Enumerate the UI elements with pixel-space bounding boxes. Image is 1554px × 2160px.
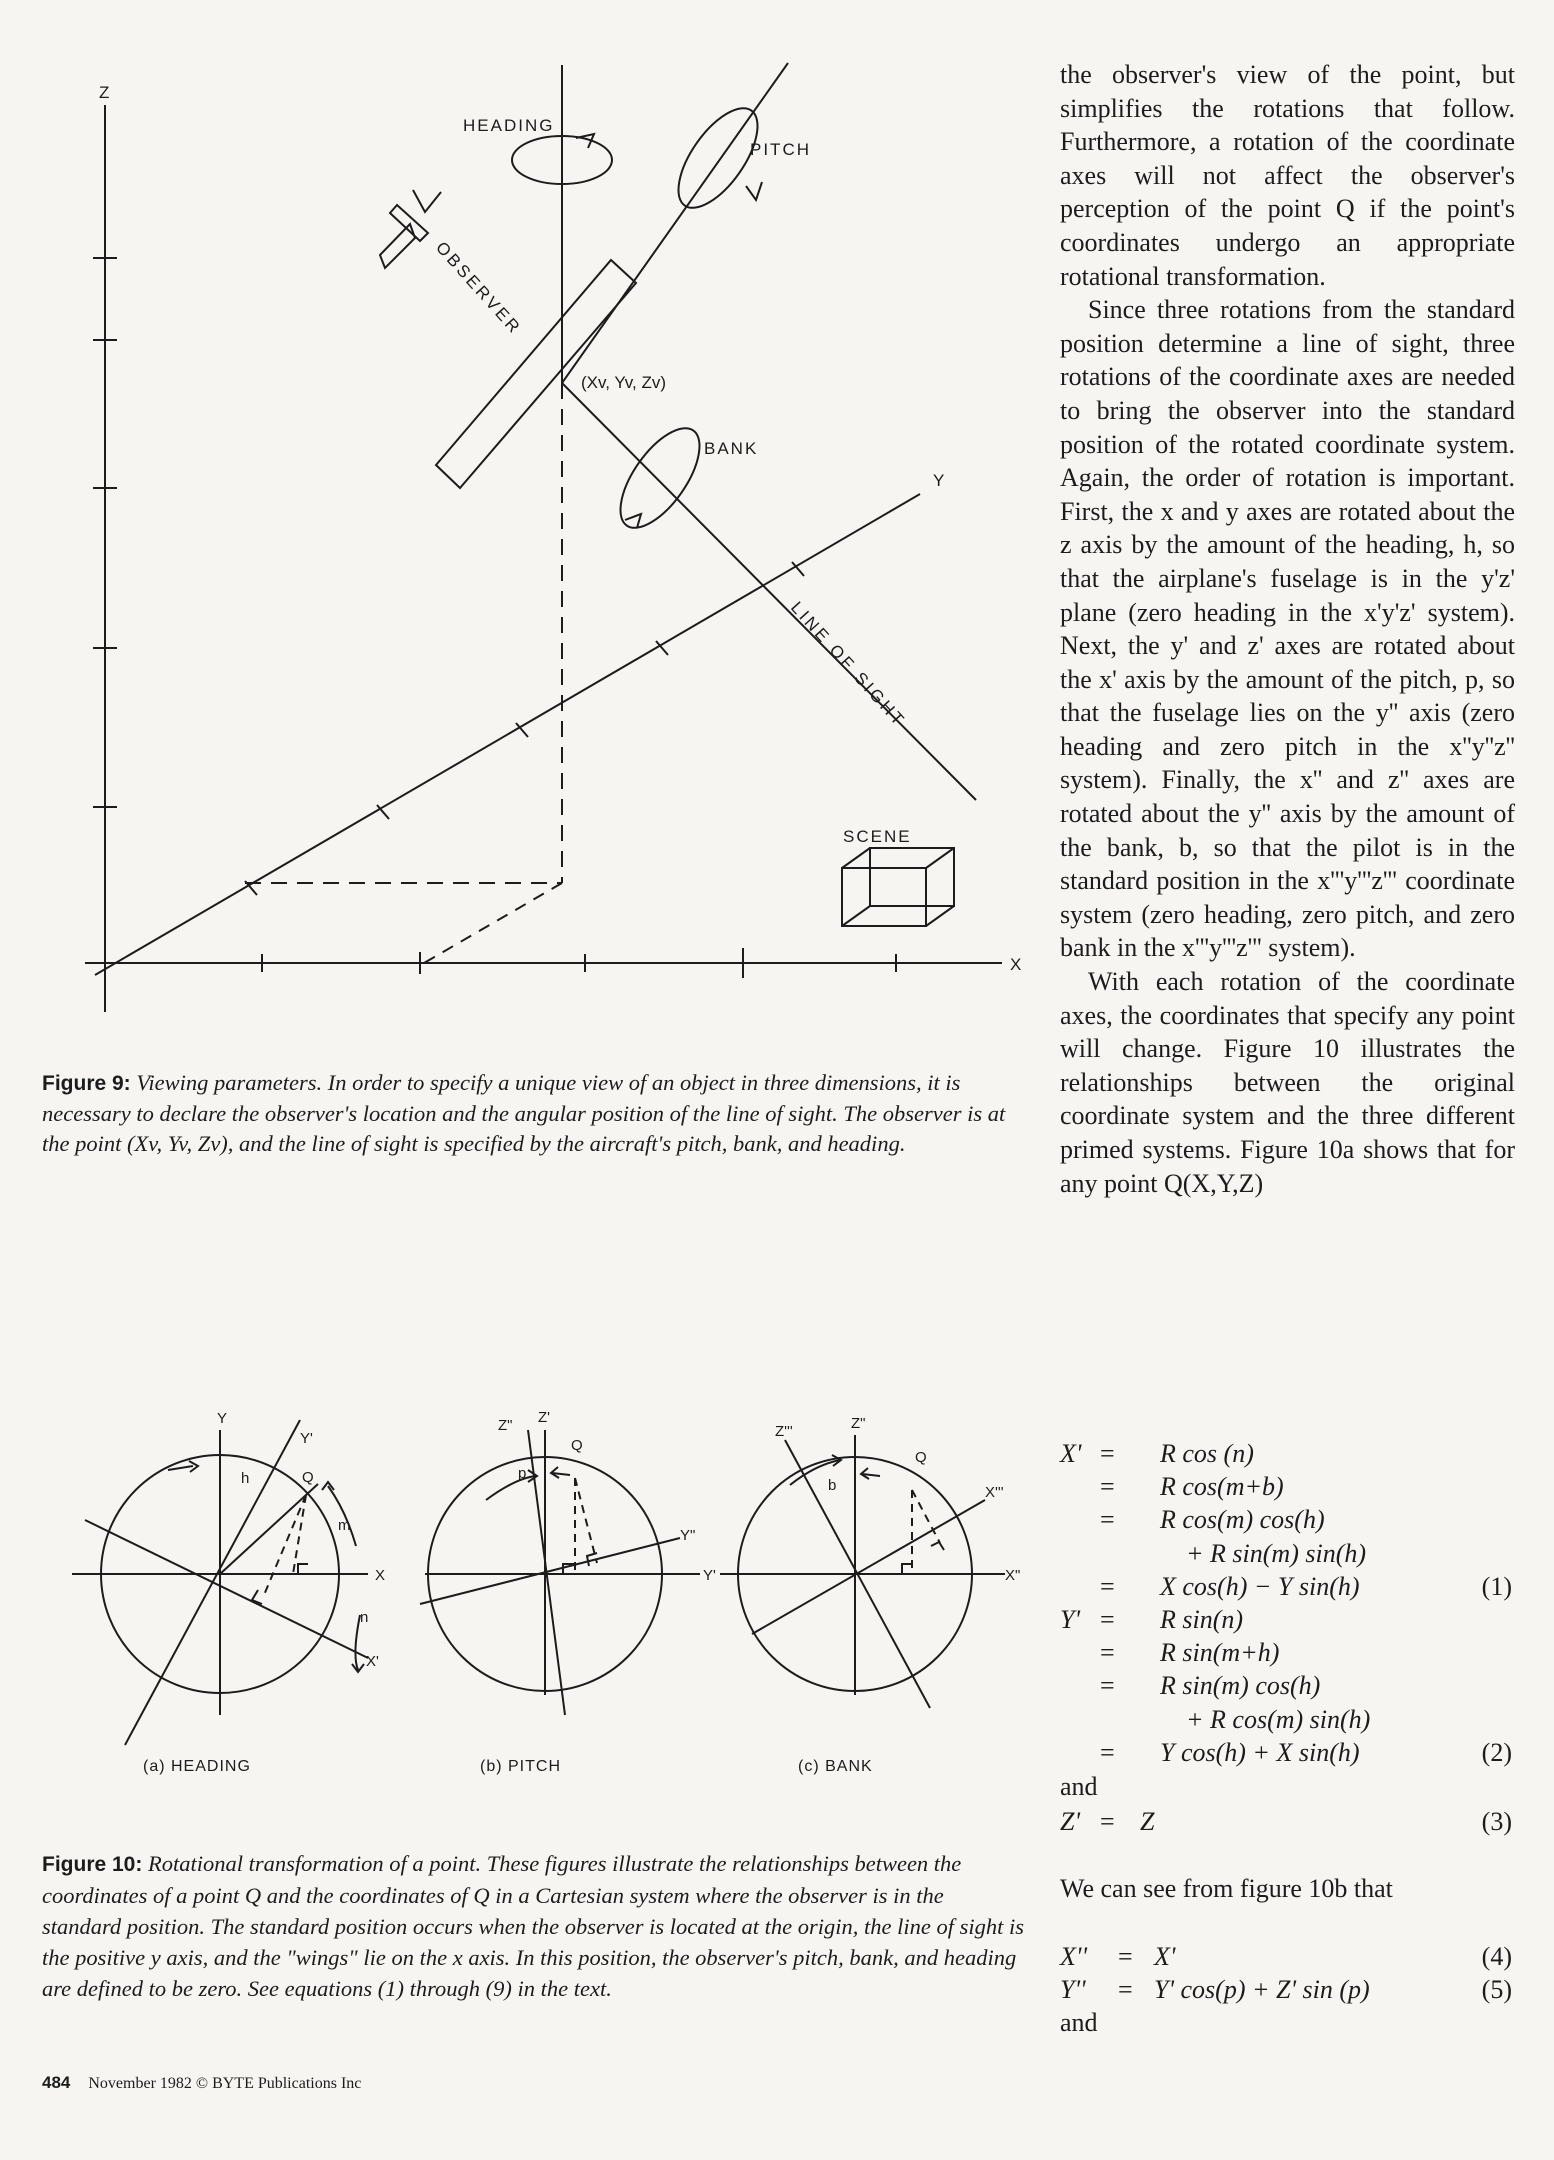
panel-a-n-label: n bbox=[360, 1609, 369, 1626]
equation-rhs: R sin(m+h) bbox=[1160, 1638, 1280, 1668]
equation-3-number: (3) bbox=[1481, 1807, 1512, 1836]
equation-4-lhs: X'' bbox=[1060, 1942, 1088, 1971]
figure-9-caption-text: Viewing parameters. In order to specify a unique view of an object in three dimensions, it is necessary to declare the observer's location and the angular position of the line of sight. The observer is at the point (Xv, Yv, Zv), and the line of sight is specified by the aircraft's pitch, bank, and heading. bbox=[42, 1070, 1006, 1156]
scene-label: SCENE bbox=[843, 827, 912, 846]
equation-lhs: Y' bbox=[1060, 1605, 1081, 1634]
figure-10-caption-text: Rotational transformation of a point. These figures illustrate the relationships between the coordinates of a point Q and the coordinates of Q in a Cartesian system where the observer is in the standard position. The standard position occurs when the observer is located at the origin, the line of sight is the positive y axis, and the "wings" lie on the x axis. In this position, the observer's pitch, bank, and heading are defined to be zero. See equations (1) through (9) in the text. bbox=[42, 1851, 1025, 2001]
equation-lhs: X' bbox=[1060, 1439, 1082, 1468]
equation-rhs: R cos(m+b) bbox=[1160, 1472, 1284, 1502]
panel-b-yprime-label: Y' bbox=[703, 1567, 716, 1584]
equation-rel: = bbox=[1100, 1571, 1115, 1601]
panel-a-m-label: m bbox=[338, 1517, 351, 1534]
equation-rhs: + R sin(m) sin(h) bbox=[1186, 1538, 1367, 1568]
equation-num: (1) bbox=[1481, 1571, 1512, 1601]
equation-rel: = bbox=[1100, 1439, 1115, 1468]
equation-line bbox=[1060, 1470, 1512, 1503]
and-text-1: and bbox=[1060, 1772, 1098, 1801]
equation-line bbox=[1060, 1603, 1512, 1636]
figure-9-diagram bbox=[0, 0, 1030, 1030]
panel-b-p-label: p bbox=[518, 1465, 527, 1482]
equation-3 bbox=[1060, 1805, 1512, 1838]
equation-4-rel: = bbox=[1118, 1942, 1133, 1971]
paragraph-2: Since three rotations from the standard position determine a line of sight, three rotations of the coordinate axes are needed to bring the observer into the standard position of the rotated coordinate system. Again, the order of rotation is important. First, the x and y axes are rotated about the z axis by the amount of the heading, h, so that the airplane's fuselage is in the y'z' plane (zero heading in the x'y'z' system). Next, the y' and z' axes are rotated about the x' axis by the amount of the pitch, p, so that the fuselage lies on the y'' axis (zero heading and zero pitch in the x''y''z'' system). Finally, the x'' and z'' axes are rotated about the y'' axis by the amount of the bank, b, so that the pilot is in the standard position in the x'''y'''z''' coordinate system (zero heading, zero pitch, and zero bank in the x'''y'''z''' system). bbox=[1060, 295, 1515, 963]
panel-b-caption: (b) PITCH bbox=[480, 1758, 561, 1775]
figure-10-diagram bbox=[0, 1390, 1030, 1800]
panel-b-zprime-label: Z' bbox=[538, 1409, 551, 1426]
line-of-sight-label: LINE OF SIGHT bbox=[787, 597, 910, 731]
panel-a-heading bbox=[72, 1410, 385, 1775]
scene-box bbox=[842, 848, 954, 926]
equation-line bbox=[1060, 1570, 1512, 1603]
equation-line bbox=[1060, 1636, 1512, 1669]
equation-rel: = bbox=[1100, 1737, 1115, 1767]
bank-arrow bbox=[605, 416, 714, 541]
equation-4-rhs: X' bbox=[1154, 1942, 1176, 1971]
panel-b-q-label: Q bbox=[571, 1437, 583, 1454]
and-text-2: and bbox=[1060, 2008, 1098, 2037]
y-axis-label: Y bbox=[933, 471, 945, 490]
equation-rhs: R sin(n) bbox=[1160, 1605, 1244, 1634]
panel-a-xprime-label: X' bbox=[366, 1653, 379, 1670]
equation-rhs: + R cos(m) sin(h) bbox=[1186, 1704, 1371, 1734]
footer-text: November 1982 © BYTE Publications Inc bbox=[88, 2075, 362, 2092]
panel-a-h-label: h bbox=[241, 1470, 250, 1487]
panel-c-bank bbox=[720, 1415, 1020, 1775]
figure-10-caption-label: Figure 10: bbox=[42, 1853, 143, 1876]
right-column-text bbox=[1060, 58, 1515, 1200]
panel-b-zdoubleprime-label: Z" bbox=[498, 1417, 513, 1434]
equation-rel: = bbox=[1100, 1671, 1115, 1701]
paragraph-1: the observer's view of the point, but simplifies the rotations that follow. Furthermore, a rotation of the coordinate axes will not affect the observer's perception of the point Q if the point's coordinates undergo an appropriate rotational transformation. bbox=[1060, 60, 1515, 291]
figure-9-caption-label: Figure 9: bbox=[42, 1072, 131, 1095]
bank-label: BANK bbox=[704, 439, 759, 458]
panel-c-q-label: Q bbox=[915, 1449, 927, 1466]
page-number: 484 bbox=[42, 2073, 71, 2092]
heading-label: HEADING bbox=[463, 116, 555, 135]
equation-4 bbox=[1060, 1940, 1512, 1973]
equation-3-lhs: Z' bbox=[1060, 1807, 1081, 1836]
pitch-label: PITCH bbox=[750, 140, 811, 159]
panel-a-caption: (a) HEADING bbox=[143, 1758, 251, 1775]
figure-10-caption bbox=[42, 1848, 1027, 2004]
equation-3-rel: = bbox=[1100, 1807, 1115, 1836]
equation-line bbox=[1060, 1503, 1512, 1536]
equation-line bbox=[1060, 1669, 1512, 1702]
equation-rel: = bbox=[1100, 1638, 1115, 1668]
line-of-sight bbox=[562, 383, 976, 800]
equation-5-rel: = bbox=[1118, 1975, 1133, 2004]
z-axis-label: Z bbox=[99, 83, 110, 102]
equation-rhs: R sin(m) cos(h) bbox=[1160, 1671, 1321, 1701]
equation-rel: = bbox=[1100, 1605, 1115, 1634]
panel-a-y-label: Y bbox=[217, 1410, 228, 1427]
equation-rhs: Y cos(h) + X sin(h) bbox=[1160, 1737, 1360, 1767]
equation-rhs: X cos(h) − Y sin(h) bbox=[1160, 1571, 1360, 1601]
equation-5 bbox=[1060, 1973, 1512, 2006]
observer-coords-label: (Xv, Yv, Zv) bbox=[581, 373, 667, 392]
panel-b-ydoubleprime-label: Y" bbox=[680, 1527, 696, 1544]
observer-label: OBSERVER bbox=[432, 237, 526, 339]
pitch-axis bbox=[562, 63, 788, 383]
equation-num: (2) bbox=[1481, 1737, 1512, 1767]
equation-4-number: (4) bbox=[1481, 1942, 1512, 1971]
equation-line bbox=[1060, 1703, 1512, 1736]
paragraph-3: With each rotation of the coordinate axes, the coordinates that specify any point will change. Figure 10 illustrates the relationships between the original coordinate system and the three different primed systems. Figure 10a shows that for any point Q(X,Y,Z) bbox=[1060, 967, 1515, 1198]
sentence-figure-10b: We can see from figure 10b that bbox=[1060, 1874, 1393, 1903]
equation-rhs: R cos (n) bbox=[1160, 1439, 1254, 1468]
equation-line bbox=[1060, 1736, 1512, 1769]
panel-c-xdoubleprime-label: X" bbox=[1005, 1567, 1021, 1584]
x-axis-label: X bbox=[1010, 955, 1022, 974]
equation-line bbox=[1060, 1437, 1512, 1470]
equation-5-number: (5) bbox=[1481, 1975, 1512, 2004]
panel-a-x-label: X bbox=[375, 1567, 386, 1584]
equation-rel: = bbox=[1100, 1505, 1115, 1535]
panel-c-b-label: b bbox=[828, 1477, 837, 1494]
equation-line bbox=[1060, 1537, 1512, 1570]
panel-c-xtripleprime-label: X''' bbox=[985, 1484, 1004, 1501]
equation-5-rhs: Y' cos(p) + Z' sin (p) bbox=[1154, 1975, 1370, 2004]
panel-b-pitch bbox=[420, 1409, 716, 1775]
equation-5-lhs: Y'' bbox=[1060, 1975, 1086, 2004]
panel-c-zdoubleprime-label: Z" bbox=[851, 1415, 866, 1432]
panel-a-q-label: Q bbox=[302, 1469, 314, 1486]
panel-c-caption: (c) BANK bbox=[798, 1758, 873, 1775]
page-footer bbox=[42, 2073, 361, 2093]
equation-rel: = bbox=[1100, 1472, 1115, 1502]
panel-c-ztripleprime-label: Z''' bbox=[775, 1423, 793, 1440]
panel-a-yprime-label: Y' bbox=[300, 1430, 313, 1447]
equation-rhs: R cos(m) cos(h) bbox=[1160, 1505, 1325, 1535]
equation-3-rhs: Z bbox=[1140, 1807, 1155, 1836]
figure-9-caption bbox=[42, 1068, 1022, 1159]
